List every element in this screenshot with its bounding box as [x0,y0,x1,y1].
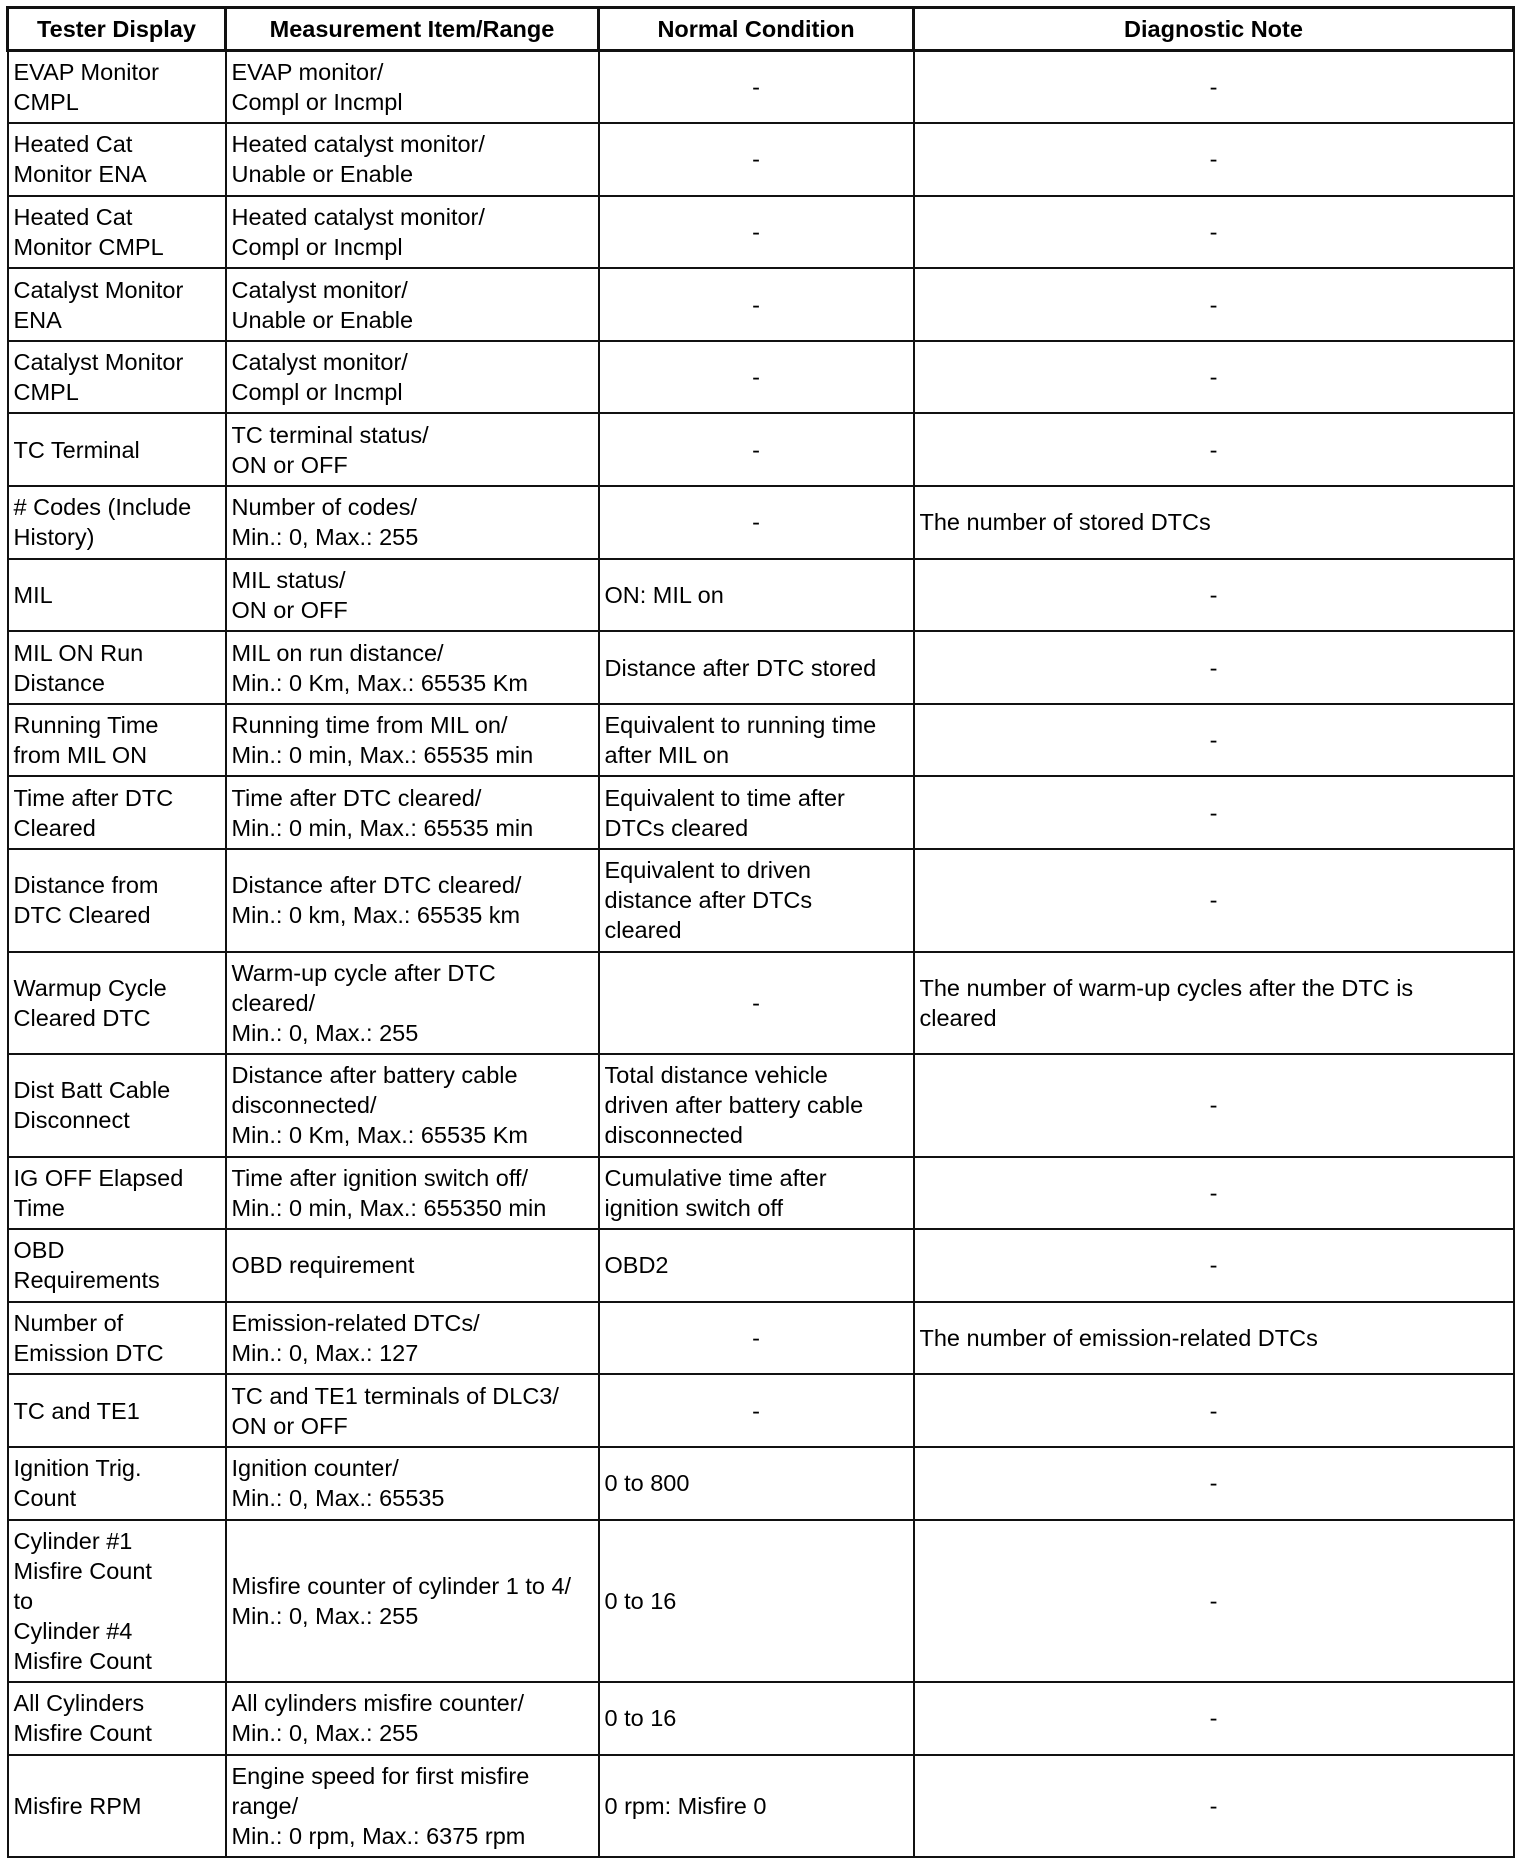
table-row [8,413,1514,486]
cell-tester-display: Number of Emission DTC [8,1302,226,1375]
cell-measurement-item: Catalyst monitor/ Unable or Enable [226,268,599,341]
table-row [8,268,1514,341]
table-row [8,486,1514,559]
cell-measurement-item: Warm-up cycle after DTC cleared/ Min.: 0, Max.: 255 [226,952,599,1055]
cell-diagnostic-note: - [914,559,1514,632]
table-row [8,952,1514,1055]
cell-tester-display: Warmup Cycle Cleared DTC [8,952,226,1055]
cell-measurement-item: MIL status/ ON or OFF [226,559,599,632]
cell-diagnostic-note: - [914,51,1514,124]
cell-measurement-item: EVAP monitor/ Compl or Incmpl [226,51,599,124]
cell-normal-condition: OBD2 [599,1229,914,1302]
header-normal-condition: Normal Condition [599,8,914,51]
cell-tester-display: TC Terminal [8,413,226,486]
header-diagnostic-note: Diagnostic Note [914,8,1514,51]
table-row [8,196,1514,269]
header-tester-display: Tester Display [8,8,226,51]
table-row [8,1302,1514,1375]
cell-diagnostic-note: - [914,341,1514,414]
cell-tester-display: # Codes (Include History) [8,486,226,559]
table-row [8,341,1514,414]
cell-diagnostic-note: - [914,1682,1514,1755]
cell-diagnostic-note: The number of warm-up cycles after the DTC is cleared [914,952,1514,1055]
table-row [8,123,1514,196]
cell-tester-display: MIL [8,559,226,632]
cell-normal-condition: - [599,486,914,559]
cell-normal-condition: 0 to 800 [599,1447,914,1520]
cell-tester-display: MIL ON Run Distance [8,631,226,704]
table-row [8,1374,1514,1447]
cell-diagnostic-note: - [914,268,1514,341]
cell-measurement-item: Catalyst monitor/ Compl or Incmpl [226,341,599,414]
cell-measurement-item: Time after DTC cleared/ Min.: 0 min, Max.: 65535 min [226,776,599,849]
cell-tester-display: Time after DTC Cleared [8,776,226,849]
table-body [8,51,1514,1858]
cell-measurement-item: Misfire counter of cylinder 1 to 4/ Min.: 0, Max.: 255 [226,1520,599,1683]
cell-measurement-item: TC terminal status/ ON or OFF [226,413,599,486]
table-row [8,776,1514,849]
cell-measurement-item: Heated catalyst monitor/ Unable or Enable [226,123,599,196]
cell-diagnostic-note: - [914,704,1514,777]
cell-measurement-item: MIL on run distance/ Min.: 0 Km, Max.: 65535 Km [226,631,599,704]
table-row [8,704,1514,777]
cell-diagnostic-note: - [914,1520,1514,1683]
cell-normal-condition: Total distance vehicle driven after battery cable disconnected [599,1054,914,1157]
cell-normal-condition: 0 to 16 [599,1520,914,1683]
cell-tester-display: Catalyst Monitor CMPL [8,341,226,414]
cell-normal-condition: 0 to 16 [599,1682,914,1755]
cell-tester-display: Misfire RPM [8,1755,226,1858]
table-row [8,1682,1514,1755]
cell-tester-display: OBD Requirements [8,1229,226,1302]
header-measurement-item: Measurement Item/Range [226,8,599,51]
cell-tester-display: Ignition Trig. Count [8,1447,226,1520]
cell-diagnostic-note: The number of stored DTCs [914,486,1514,559]
cell-diagnostic-note: - [914,1054,1514,1157]
cell-measurement-item: Ignition counter/ Min.: 0, Max.: 65535 [226,1447,599,1520]
cell-measurement-item: Engine speed for first misfire range/ Min.: 0 rpm, Max.: 6375 rpm [226,1755,599,1858]
cell-tester-display: Heated Cat Monitor ENA [8,123,226,196]
table-row [8,1157,1514,1230]
cell-normal-condition: Equivalent to driven distance after DTCs cleared [599,849,914,952]
table-row [8,559,1514,632]
cell-normal-condition: - [599,268,914,341]
cell-diagnostic-note: The number of emission-related DTCs [914,1302,1514,1375]
cell-measurement-item: All cylinders misfire counter/ Min.: 0, Max.: 255 [226,1682,599,1755]
data-list-table [6,6,1515,1858]
cell-normal-condition: - [599,196,914,269]
cell-normal-condition: - [599,1374,914,1447]
cell-diagnostic-note: - [914,849,1514,952]
cell-diagnostic-note: - [914,1755,1514,1858]
cell-normal-condition: - [599,952,914,1055]
cell-tester-display: IG OFF Elapsed Time [8,1157,226,1230]
cell-measurement-item: Running time from MIL on/ Min.: 0 min, Max.: 65535 min [226,704,599,777]
cell-diagnostic-note: - [914,123,1514,196]
cell-tester-display: Running Time from MIL ON [8,704,226,777]
table-row [8,51,1514,124]
cell-normal-condition: Cumulative time after ignition switch off [599,1157,914,1230]
cell-tester-display: Catalyst Monitor ENA [8,268,226,341]
cell-tester-display: TC and TE1 [8,1374,226,1447]
cell-measurement-item: Distance after DTC cleared/ Min.: 0 km, Max.: 65535 km [226,849,599,952]
table-row [8,1054,1514,1157]
cell-measurement-item: TC and TE1 terminals of DLC3/ ON or OFF [226,1374,599,1447]
cell-normal-condition: - [599,341,914,414]
cell-normal-condition: - [599,51,914,124]
cell-measurement-item: Heated catalyst monitor/ Compl or Incmpl [226,196,599,269]
cell-normal-condition: - [599,413,914,486]
cell-measurement-item: Emission-related DTCs/ Min.: 0, Max.: 127 [226,1302,599,1375]
cell-tester-display: Distance from DTC Cleared [8,849,226,952]
cell-diagnostic-note: - [914,1157,1514,1230]
cell-diagnostic-note: - [914,413,1514,486]
cell-normal-condition: ON: MIL on [599,559,914,632]
cell-normal-condition: Equivalent to running time after MIL on [599,704,914,777]
cell-normal-condition: - [599,123,914,196]
cell-tester-display: All Cylinders Misfire Count [8,1682,226,1755]
cell-tester-display: Heated Cat Monitor CMPL [8,196,226,269]
cell-normal-condition: Equivalent to time after DTCs cleared [599,776,914,849]
table-row [8,1755,1514,1858]
cell-tester-display: Cylinder #1 Misfire Count to Cylinder #4 Misfire Count [8,1520,226,1683]
cell-diagnostic-note: - [914,196,1514,269]
cell-normal-condition: - [599,1302,914,1375]
cell-measurement-item: Number of codes/ Min.: 0, Max.: 255 [226,486,599,559]
cell-measurement-item: Time after ignition switch off/ Min.: 0 min, Max.: 655350 min [226,1157,599,1230]
table-row [8,1229,1514,1302]
table-row [8,1520,1514,1683]
table-row [8,631,1514,704]
cell-diagnostic-note: - [914,1374,1514,1447]
table-header-row [8,8,1514,51]
cell-normal-condition: 0 rpm: Misfire 0 [599,1755,914,1858]
spec-table-container [6,6,1515,1858]
table-row [8,849,1514,952]
cell-measurement-item: OBD requirement [226,1229,599,1302]
cell-measurement-item: Distance after battery cable disconnected/ Min.: 0 Km, Max.: 65535 Km [226,1054,599,1157]
cell-diagnostic-note: - [914,631,1514,704]
cell-diagnostic-note: - [914,1447,1514,1520]
cell-normal-condition: Distance after DTC stored [599,631,914,704]
cell-diagnostic-note: - [914,1229,1514,1302]
cell-tester-display: Dist Batt Cable Disconnect [8,1054,226,1157]
cell-tester-display: EVAP Monitor CMPL [8,51,226,124]
cell-diagnostic-note: - [914,776,1514,849]
table-row [8,1447,1514,1520]
